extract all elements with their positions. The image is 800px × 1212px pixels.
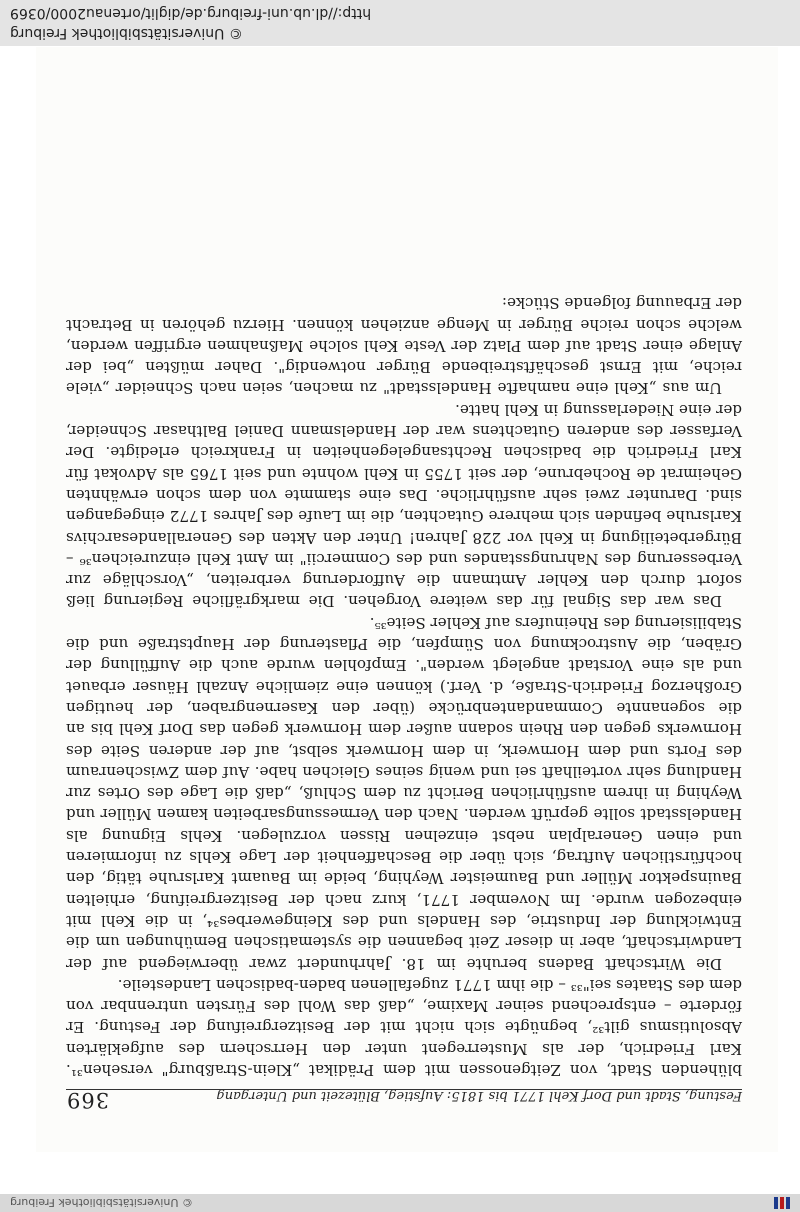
scanned-page xyxy=(36,47,778,1152)
viewer-top-bar xyxy=(0,1194,800,1212)
running-head-title: Festung, Stadt und Dorf Kehl 1771 bis 1815: Aufstieg, Blütezeit und Untergang xyxy=(216,1088,742,1103)
header-rule xyxy=(66,1089,742,1090)
page-number: 369 xyxy=(66,1088,110,1112)
body-text xyxy=(66,292,742,1080)
running-head xyxy=(66,1088,742,1112)
top-copyright: © Universitätsbibliothek Freiburg xyxy=(10,1196,193,1210)
viewer-footer xyxy=(0,0,800,46)
permalink[interactable]: http://dl.ub.uni-freiburg.de/diglit/ortenau2000/0369 xyxy=(10,5,372,21)
paragraph-4: Um aus „Kehl eine namhafte Handelsstadt" zu machen, seien nach Schneider „viele reiche, mit Ernst geschäftstreibende Bürger notwendig". Daher müßten „bei der Anlage einer Stadt auf dem Platz der Veste Kehl solche Maßnahmen ergriffen werden, welche schon reiche Bürger in Menge anziehen können. Hierzu gehören in Betracht der Erbauung folgende Stücke: xyxy=(66,294,742,398)
paragraph-3: Das war das Signal für das weitere Vorgehen. Die markgräfliche Regierung ließ sofort durch den Kehler Amtmann die Aufforderung verbreiten, „Vorschläge zur Verbesserung des Nahrungsstandes und des Commercii" im Amt Kehl einzureichen³⁶ – Bürgerbeteiligung in Kehl vor 228 Jahren! Unter den Akten des Generallandesarchivs Karlsruhe befinden sich mehrere Gutachten, die im Laufe des Jahres 1772 eingegangen sind. Darunter zwei sehr ausführliche. Das eine stammte von dem schon erwähnten Geheimrat de Rochebrune, der seit 1755 in Kehl wohnte und seit 1765 als Advokat für Karl Friedrich die badischen Rechtsangelegenheiten in Frankreich erledigte. Der Verfasser des anderen Gutachtens war der Handelsmann Daniel Balthasar Schneider, der eine Niederlassung in Kehl hatte. xyxy=(66,400,742,611)
paragraph-1: blühenden Stadt, von Zeitgenossen mit dem Prädikat „Klein-Straßburg" versehen³¹. Karl Friedrich, der als Musterregent unter den Herrschern des aufgeklärten Absolutismus gilt³², begnügte sich nicht mit der Besitzergreifung der Festung. Er förderte – entsprechend seiner Maxime, „daß das Wohl des Fürsten untrennbar von dem des Staates sei"³³ – die ihm 1771 zugefallenen baden-badischen Landesteile. xyxy=(66,975,742,1079)
library-logo-icon xyxy=(774,1197,790,1209)
paragraph-2: Die Wirtschaft Badens beruhte im 18. Jahrhundert zwar überwiegend auf der Landwirtschaft, aber in dieser Zeit begannen die systematischen Bemühungen um die Entwicklung der Industrie, des Handels und des Kleingewerbes³⁴, in die Kehl mit einbezogen wurde. Im November 1771, kurz nach der Besitzergreifung, erhielten Bauinspektor Müller und Baumeister Weyhing, beide im Bauamt Karlsruhe tätig, den hochfürstlichen Auftrag, sich über die Beschaffenheit der Lage Kehls zu informieren und einen Generalplan nebst einzelnen Rissen vorzulegen. Kehls Eignung als Handelsstadt sollte geprüft werden. Nach den Vermessungsarbeiten kamen Müller und Weyhing in ihrem ausführlichen Bericht zu dem Schluß, „daß die Lage des Ortes zur Handlung sehr vorteilhaft sei und wenig seines Gleichen habe. Auf dem Zwischenraum des Forts und dem Hornwerk, in dem Hornwerk selbst, auf der anderen Seite des Hornwerks gegen den Rhein sodann außer dem Hornwerk gegen das Dorf Kehl bis an die sogenannte Commandantenbrücke (über den Kasernengraben, der heutigen Großherzog Friedrich-Straße, d. Verf.) können eine ziemliche Anzahl Häuser erbauet und als eine Vorstadt angelegt werden". Empfohlen wurde auch die Auffüllung der Gräben, die Austrocknung von Sümpfen, die Pflasterung der Hauptstraße und die Stabilisierung des Rheinufers auf Kehler Seite³⁵. xyxy=(66,613,742,973)
footer-copyright: © Universitätsbibliothek Freiburg xyxy=(10,25,243,41)
